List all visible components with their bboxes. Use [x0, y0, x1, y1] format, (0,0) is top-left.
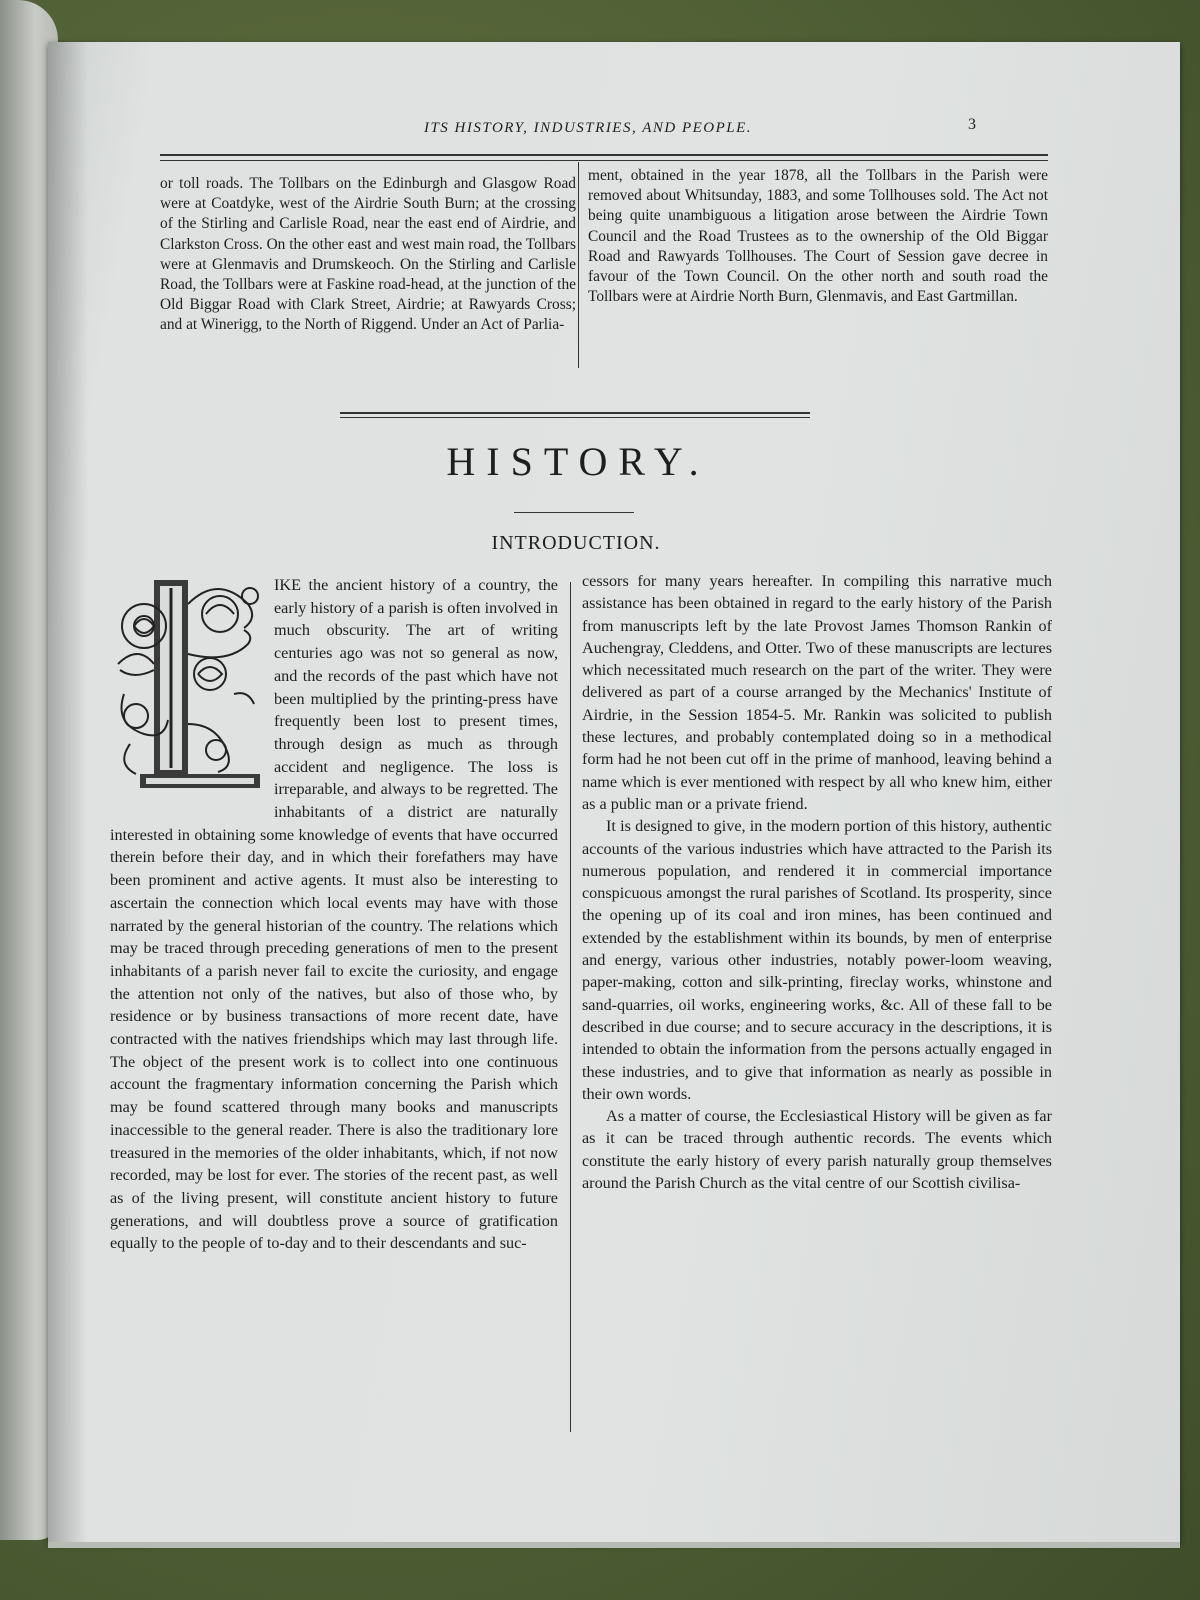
book-page — [48, 42, 1180, 1542]
intro-right-paragraph-3: As a matter of course, the Ecclesiastical History will be given as far as it can be traced through authentic records. The events which constitute the early history of every parish naturally group themselves around the Parish Church as the vital centre of our Scottish civilisa- — [582, 1107, 1052, 1193]
top-right-text: ment, obtained in the year 1878, all the Tollbars in the Parish were removed about Whitsunday, 1883, and some Tollhouses sold. The Act not being quite unambiguous a litigation arose between the Airdrie Town Council and the Road Trustees as to the ownership of the Old Biggar Road and Rawyards Tollhouses. The Court of Session gave decree in favour of the Town Council. On the other north and south road the Tollbars were at Airdrie North Burn, Glenmavis, and East Gartmillan. — [588, 167, 1048, 306]
header-rule — [160, 154, 1048, 161]
page-stack-edge — [48, 1542, 1180, 1548]
running-head: ITS HISTORY, INDUSTRIES, AND PEOPLE. — [423, 120, 753, 136]
main-column-divider — [570, 582, 571, 1432]
intro-right-paragraph-2: It is designed to give, in the modern portion of this history, authentic accounts of the various industries which have attracted to the Parish its numerous population, and rendered it in commercial importance conspicuous amongst the rural parishes of Scotland. Its prosperity, since the opening up of its coal and iron mines, has been continued and extended by the establishment within its bounds, by men of enterprise and energy, various other industries, notably power-loom weaving, paper-making, cotton and silk-printing, fireclay works, whinstone and sand-quarries, oil works, engineering works, &c. All of these fall to be described in due course; and to secure accuracy in the descriptions, it is intended to obtain the information from the persons actually engaged in these industries, and to give that information as nearly as possible in their own words. — [582, 817, 1052, 1103]
intro-left-column — [110, 574, 558, 1255]
page-number: 3 — [968, 116, 976, 133]
top-left-text: or toll roads. The Tollbars on the Edinburgh and Glasgow Road were at Coatdyke, west of the Airdrie South Burn; at the crossing of the Stirling and Carlisle Road, near the east end of Airdrie, and Clarkston Cross. On the other east and west main road, the Tollbars were at Glenmavis and Drumskeoch. On the Stirling and Carlisle Road, the Tollbars were at Faskine road-head, at the junction of the Old Biggar Road with Clark Street, Airdrie; at Rawyards Cross; and at Winerigg, to the North of Riggend. Under an Act of Parlia- — [160, 175, 576, 334]
subsection-title: INTRODUCTION. — [491, 532, 661, 554]
decorative-initial-icon — [110, 574, 268, 802]
top-right-column — [588, 166, 1048, 307]
top-left-column — [160, 174, 576, 336]
section-title: HISTORY. — [446, 439, 710, 484]
ornamental-initial-L — [110, 574, 268, 802]
top-column-divider — [578, 162, 579, 368]
intro-left-text: IKE the ancient history of a country, the early history of a parish is often involved in much obscurity. The art of writing centuries ago was not so general as now, and the records of the past which have not been multiplied by the printing-press have frequently been lost to present times, through design as much as through accident and negligence. The loss is irreparable, and always to be regretted. The inhabitants of a district are naturally interested in obtaining some knowledge of events that have occurred therein before their day, and in which their forefathers may have been prominent and active agents. It must also be interesting to ascertain the connection which local events may have with those narrated by the general historian of the country. The relations which may be traced through preceding generations of men to the present inhabitants of a parish never fail to excite the curiosity, and engage the attention not only of the natives, but also of those who, by residence or by business transactions of more recent date, have contracted with the natives friendships which may last through life. The object of the present work is to collect into one continuous account the fragmentary information concerning the Parish which may be found scattered through many books and manuscripts inaccessible to the general reader. There is also the traditionary lore treasured in the memories of the older inhabitants, which, if not now recorded, may be lost for ever. The stories of the recent past, as well as of the living present, will constitute ancient history to future generations, and will doubtless prove a source of gratification equally to the people of to-day and to their descendants and suc- — [110, 576, 558, 1253]
spine-shadow — [48, 42, 88, 1542]
intro-right-column — [582, 570, 1052, 1194]
title-underline — [514, 512, 634, 513]
intro-right-paragraph-1: cessors for many years hereafter. In compiling this narrative much assistance has been obtained in regard to the early history of the Parish from manuscripts left by the late Provost James Thomson Rankin of Auchengray, Cleddens, and Otter. Two of these manuscripts are lectures which necessitated much research on the part of the writer. They were delivered as part of a course arranged by the Mechanics' Institute of Airdrie, in the Session 1854-5. Mr. Rankin was solicited to publish these lectures, and probably contemplated doing so in a methodical form had he not been cut off in the prime of manhood, leaving behind a name which is ever mentioned with respect by all who knew him, either as a public man or a private friend. — [582, 572, 1052, 813]
section-rule — [340, 412, 810, 418]
